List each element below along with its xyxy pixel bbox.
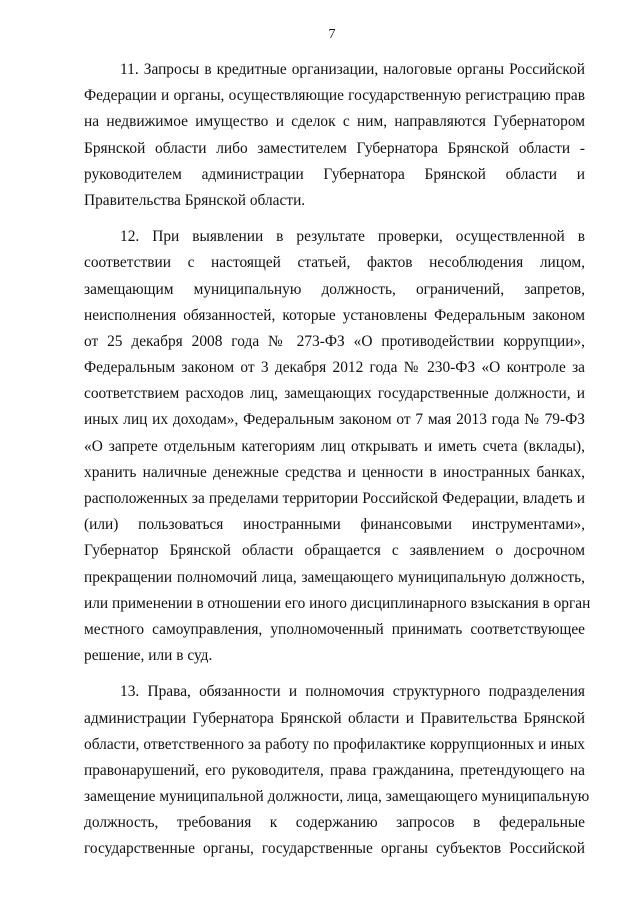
text-line: прекращении полномочий лица, замещающего муниципальную должность, bbox=[84, 568, 585, 586]
text-line: руководителем администрации Губернатора Брянской области и bbox=[84, 165, 585, 183]
text-line: Федерации и органы, осуществляющие государственную регистрацию прав bbox=[84, 87, 585, 105]
text-line: местного самоуправления, уполномоченный принимать соответствующее bbox=[84, 620, 585, 638]
text-line: иных лиц их доходам», Федеральным законом от 7 мая 2013 года № 79-ФЗ bbox=[84, 411, 585, 429]
paragraph-13 bbox=[84, 679, 590, 862]
text-line: «О запрете отдельным категориям лиц открывать и иметь счета (вклады), bbox=[84, 437, 585, 455]
text-line: или применении в отношении его иного дисциплинарного взыскания в орган bbox=[84, 594, 591, 612]
text-line: государственные органы, государственные органы субъектов Российской bbox=[84, 840, 585, 858]
text-line: правонарушений, его руководителя, права гражданина, претендующего на bbox=[84, 761, 585, 779]
text-line: области, ответственного за работу по профилактике коррупционных и иных bbox=[84, 735, 585, 753]
text-line: должность, требования к содержанию запросов в федеральные bbox=[84, 814, 585, 832]
text-line: соответствием расходов лиц, замещающих государственные должности, и bbox=[84, 385, 585, 403]
text-line: 12. При выявлении в результате проверки, осуществленной в bbox=[120, 228, 585, 246]
text-line: Правительства Брянской области. bbox=[84, 191, 306, 209]
page-number: 7 bbox=[328, 27, 336, 42]
text-line: расположенных за пределами территории Российской Федерации, владеть и bbox=[84, 490, 585, 507]
text-line: решение, или в суд. bbox=[84, 647, 213, 665]
document-body bbox=[84, 57, 591, 873]
text-line: администрации Губернатора Брянской области и Правительства Брянской bbox=[84, 709, 585, 727]
text-line: 11. Запросы в кредитные организации, налоговые органы Российской bbox=[120, 61, 585, 78]
text-line: замещение муниципальной должности, лица, замещающего муниципальную bbox=[84, 788, 590, 806]
text-line: Брянской области либо заместителем Губернатора Брянской области - bbox=[84, 139, 585, 157]
paragraph-11 bbox=[84, 57, 585, 214]
text-line: неисполнения обязанностей, которые установлены Федеральным законом bbox=[84, 306, 585, 324]
paragraph-12 bbox=[84, 224, 591, 669]
text-line: соответствии с настоящей статьей, фактов несоблюдения лицом, bbox=[84, 254, 585, 272]
text-line: замещающим муниципальную должность, ограничений, запретов, bbox=[84, 280, 585, 298]
text-line: на недвижимое имущество и сделок с ним, направляются Губернатором bbox=[84, 113, 585, 131]
text-line: хранить наличные денежные средства и ценности в иностранных банках, bbox=[84, 463, 585, 481]
text-line: Губернатор Брянской области обращается с заявлением о досрочном bbox=[84, 542, 585, 560]
text-line: 13. Права, обязанности и полномочия структурного подразделения bbox=[120, 683, 585, 701]
text-line: Федеральным законом от 3 декабря 2012 года № 230-ФЗ «О контроле за bbox=[84, 359, 585, 377]
text-line: (или) пользоваться иностранными финансовыми инструментами», bbox=[84, 516, 585, 534]
text-line: от 25 декабря 2008 года № 273-ФЗ «О противодействии коррупции», bbox=[84, 332, 585, 350]
